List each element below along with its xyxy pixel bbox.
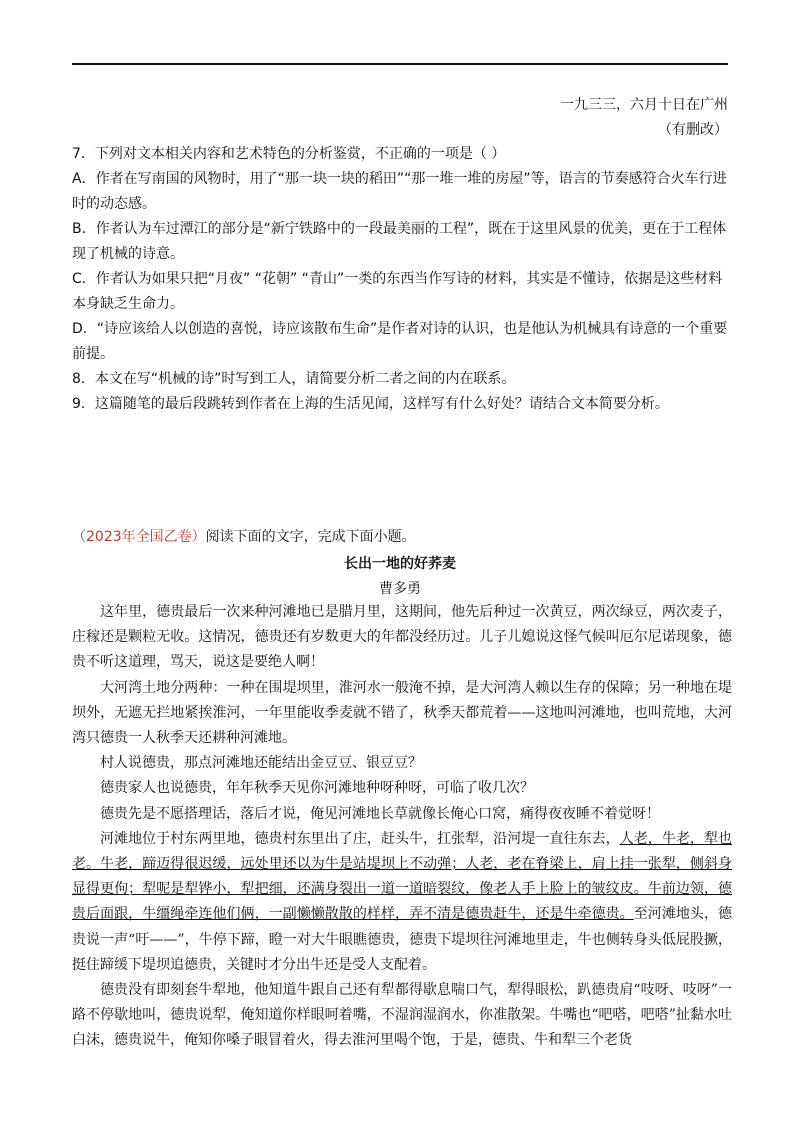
essay-paragraph: 这年里，德贵最后一次来种河滩地已是腊月里，这期间，他先后种过一次黄豆，两次绿豆，两次麦子，庄稼还是颗粒无收。这情况，德贵还有岁数更大的年都没经历过。儿子儿媳说这怪气候叫厄尔尼诺现象，德贵不听这道理，骂天，说这是要绝人啊！ xyxy=(72,604,732,671)
essay-title: 长出一地的好荞麦 xyxy=(344,556,456,572)
underlined-passage: 人老，牛老，犁也老。牛老，蹄迈得很迟缓，远处里还以为牛是站堤坝上不动弹；人老，老在脊梁上，肩上挂一张犁，侧斜身显得更佝；犁呢是犁铧小，犁把细，还满身裂出一道一道暗裂纹，像老人手上脸上的皱纹皮。牛前边领，德贵后面跟，牛缰绳牵连他们俩，一副懒懒散散的样样，弄不清是德贵赶牛，还是牛牵德贵。 xyxy=(72,830,733,923)
essay-body xyxy=(72,600,732,1054)
date-line: 一九三三，六月十日在广州 xyxy=(560,97,728,113)
essay-paragraph: 大河湾土地分两种：一种在围堤坝里，淮河水一般淹不掉，是大河湾人赖以生存的保障；另一种地在堤坝外，无遮无拦地紧挨淮河，一年里能收季麦就不错了，秋季天都荒着——这地叫河滩地，也叫荒地，大河湾只德贵一人秋季天还耕种河滩地。 xyxy=(72,679,732,747)
essay-paragraph: 德贵先是不愿搭理话，落后才说，俺见河滩地长草就像长俺心口窝，痛得夜夜睡不着觉呀！ xyxy=(100,805,660,822)
essay-paragraph: 村人说德贵，那点河滩地还能结出金豆豆、银豆豆？ xyxy=(100,755,422,772)
question-9: 9．这篇随笔的最后段跳转到作者在上海的生活见闻，这样写有什么好处？请结合文本简要分析。 xyxy=(72,396,669,412)
exam-source: （2023年全国乙卷） xyxy=(72,529,206,545)
essay-paragraph xyxy=(72,827,732,978)
option-a: A．作者在写南国的风物时，用了“那一块一块的稻田”“那一堆一堆的房屋”等，语言的节奏感符合火车行进时的动态感。 xyxy=(72,171,727,212)
essay-paragraph: 德贵没有即刻套牛犁地，他知道牛跟自己还有犁都得歇息喘口气，犁得眼松，趴德贵肩“吱呀、吱呀”一路不停歇地叫，德贵说犁，俺知道你样眼呵着嘴，不湿润湿润水，你准散架。牛嘴也“吧嗒，吧嗒”扯黏水吐白沫，德贵说牛，俺知你嗓子眼冒着火，得去淮河里喝个饱，于是，德贵、牛和犁三个老货 xyxy=(72,982,732,1049)
essay-paragraph: 德贵家人也说德贵，年年秋季天见你河滩地种呀种呀，可临了收几次？ xyxy=(100,780,534,797)
paragraph-text: 至河滩地头，德贵说一声“吁——”，牛停下蹄，瞪一对大牛眼瞧德贵，德贵下堤坝往河滩地里走，牛也侧转身头低屁股撅，挺住蹄缓下堤坝追德贵，关键时才分出牛还是受人支配着。 xyxy=(72,906,733,973)
essay-author: 曹多勇 xyxy=(379,581,421,597)
question-list xyxy=(72,142,732,417)
top-rule xyxy=(72,63,728,65)
option-b: B．作者认为车过潭江的部分是“新宁铁路中的一段最美丽的工程”，既在于这里风景的优美，更在于工程体现了机械的诗意。 xyxy=(72,221,727,262)
option-c: C．作者认为如果只把“月夜” “花朝” “青山”一类的东西当作写诗的材料，其实是不懂诗，依据是这些材料本身缺乏生命力。 xyxy=(72,271,723,312)
option-d: D．“诗应该给人以创造的喜悦，诗应该散布生命”是作者对诗的认识，也是他认为机械具有诗意的一个重要前提。 xyxy=(72,321,728,362)
paragraph-text: 河滩地位于村东两里地，德贵村东里出了庄，赶头牛，扛张犁，沿河堤一直往东去， xyxy=(100,830,620,847)
section-intro xyxy=(72,525,732,550)
instruction: 阅读下面的文字，完成下面小题。 xyxy=(205,529,416,545)
question-8: 8．本文在写“机械的诗”时写到工人，请简要分析二者之间的内在联系。 xyxy=(72,371,516,387)
question-7: 7．下列对文本相关内容和艺术特色的分析鉴赏，不正确的一项是（ ） xyxy=(72,146,506,162)
edit-note: （有删改） xyxy=(658,122,728,138)
